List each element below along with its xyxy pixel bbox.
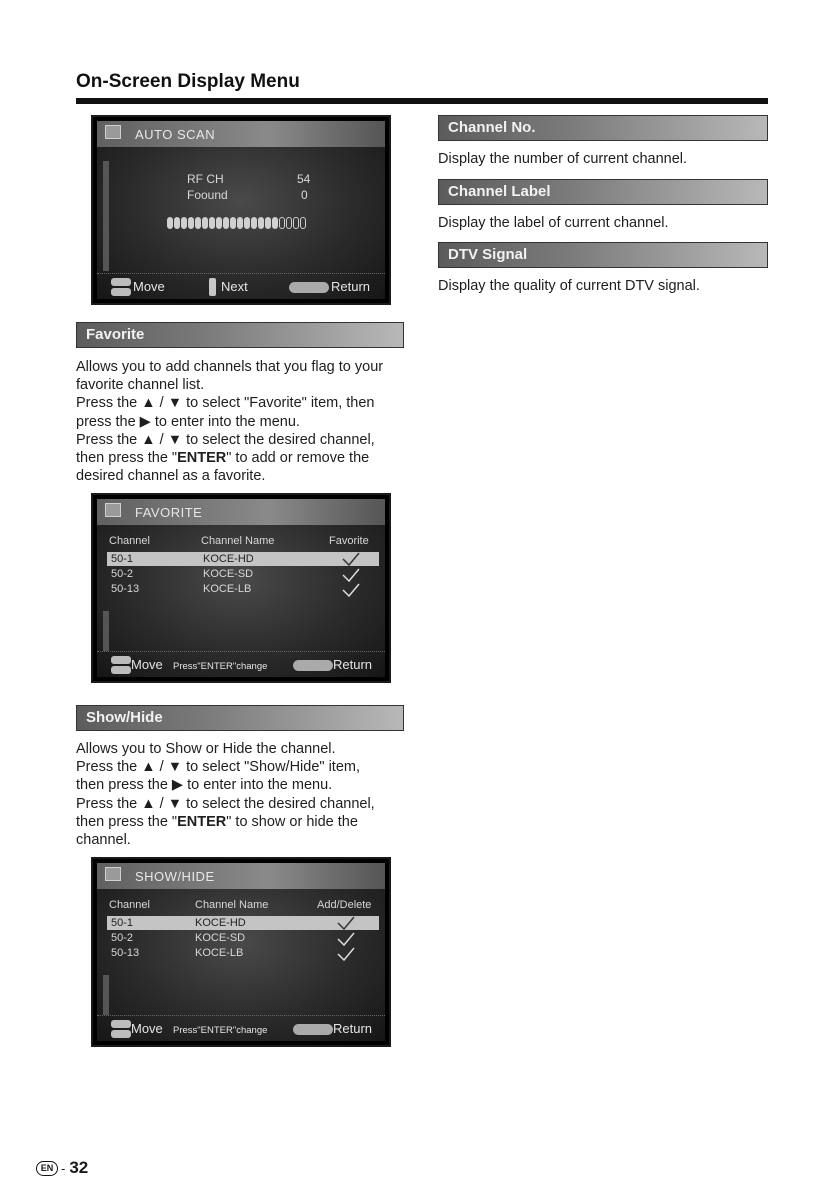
progress-segment (265, 217, 271, 229)
osd-title-bar (97, 499, 385, 525)
osd-title: FAVORITE (135, 505, 203, 520)
footer-move: Move (133, 279, 165, 294)
footer-next: Next (221, 279, 248, 294)
text-line: press the ▶ to enter into the menu. (76, 413, 300, 430)
footer-return: Return (331, 279, 371, 294)
text-line: Allows you to Show or Hide the channel. (76, 741, 336, 757)
showhide-osd (91, 857, 391, 1047)
progress-segment (244, 217, 250, 229)
favorite-description (76, 358, 383, 485)
section-bar-favorite (76, 322, 404, 348)
favorite-osd (91, 493, 391, 683)
text-line (76, 449, 383, 467)
tv-icon (105, 867, 121, 881)
progress-segment (216, 217, 222, 229)
return-button-icon (289, 282, 329, 293)
progress-segment (209, 217, 215, 229)
section-title: Favorite (86, 326, 145, 343)
row-channel: 50-13 (111, 583, 140, 595)
dtv-signal-description: Display the quality of current DTV signal. (438, 278, 700, 294)
page-footer (36, 1158, 88, 1178)
osd-title-bar (97, 121, 385, 147)
check-icon (337, 932, 355, 946)
progress-segment (293, 217, 299, 229)
footer-press-enter: Press"ENTER"change (173, 661, 268, 672)
progress-segment (181, 217, 187, 229)
row-channel: 50-13 (111, 947, 140, 959)
section-title: Channel Label (448, 183, 551, 200)
progress-segment (251, 217, 257, 229)
section-bar-channel-no (438, 115, 768, 141)
osd-title: AUTO SCAN (135, 127, 216, 142)
row-channel: 50-2 (111, 932, 134, 944)
footer-move: Move (131, 1021, 163, 1036)
row-name: KOCE-SD (203, 568, 254, 580)
text-line: Press the ▲ / ▼ to select the desired channel, (76, 431, 375, 448)
column-header-channel: Channel (109, 535, 150, 547)
column-header-add-delete: Add/Delete (317, 899, 372, 911)
osd-side-bar (103, 975, 109, 1015)
text-line: Press the ▲ / ▼ to select "Show/Hide" item, (76, 759, 360, 776)
move-icon (111, 1020, 131, 1038)
footer-press-enter: Press"ENTER"change (173, 1025, 268, 1036)
progress-segment (174, 217, 180, 229)
page-number: 32 (69, 1158, 89, 1177)
language-badge: EN (36, 1161, 58, 1176)
osd-footer (97, 1015, 385, 1041)
footer-return: Return (333, 657, 373, 672)
footer-separator: - (61, 1160, 66, 1176)
return-button-icon (293, 660, 333, 671)
row-channel: 50-1 (111, 553, 134, 565)
osd-screen (97, 499, 385, 677)
text-line: desired channel as a favorite. (76, 468, 266, 485)
row-name: KOCE-SD (195, 932, 246, 944)
progress-segment (223, 217, 229, 229)
osd-screen (97, 121, 385, 299)
row-name: KOCE-LB (203, 583, 252, 595)
tv-icon (105, 125, 121, 139)
section-title: Show/Hide (86, 709, 163, 726)
text-fragment: then press the " (76, 450, 178, 467)
progress-segment (272, 217, 278, 229)
page-heading: On-Screen Display Menu (76, 71, 300, 92)
scan-progress-bar (167, 217, 306, 229)
text-line (76, 813, 375, 831)
progress-segment (188, 217, 194, 229)
progress-segment (195, 217, 201, 229)
progress-segment (279, 217, 285, 229)
row-name: KOCE-HD (203, 553, 254, 565)
auto-scan-osd (91, 115, 391, 305)
heading-rule (76, 98, 768, 104)
row-channel: 50-1 (111, 917, 134, 929)
found-value: 0 (301, 188, 308, 202)
column-header-channel: Channel (109, 899, 150, 911)
column-header-name: Channel Name (195, 899, 269, 911)
text-line: then press the ▶ to enter into the menu. (76, 777, 333, 794)
check-icon (337, 916, 355, 930)
text-line: Press the ▲ / ▼ to select the desired channel, (76, 795, 375, 812)
osd-footer (97, 651, 385, 677)
check-icon (342, 583, 360, 597)
osd-title-bar (97, 863, 385, 889)
section-bar-channel-label (438, 179, 768, 205)
osd-footer (97, 273, 385, 299)
rf-ch-label: RF CH (187, 172, 224, 186)
osd-side-bar (103, 161, 109, 271)
text-fragment: " to add or remove the (226, 450, 370, 467)
row-name: KOCE-LB (195, 947, 244, 959)
column-header-name: Channel Name (201, 535, 275, 547)
text-line: channel. (76, 832, 131, 849)
text-line: Press the ▲ / ▼ to select "Favorite" item, then (76, 395, 375, 412)
text-line: favorite channel list. (76, 377, 205, 394)
column-header-favorite: Favorite (329, 535, 369, 547)
rf-ch-value: 54 (297, 172, 311, 186)
section-title: Channel No. (448, 119, 536, 136)
check-icon (342, 552, 360, 566)
channel-no-description: Display the number of current channel. (438, 151, 688, 167)
showhide-description (76, 740, 375, 849)
osd-title: SHOW/HIDE (135, 869, 215, 884)
progress-segment (167, 217, 173, 229)
progress-segment (258, 217, 264, 229)
progress-segment (230, 217, 236, 229)
found-label: Foound (187, 188, 228, 202)
progress-segment (202, 217, 208, 229)
move-icon (111, 278, 131, 296)
footer-move: Move (131, 657, 163, 672)
channel-label-description: Display the label of current channel. (438, 215, 669, 231)
check-icon (337, 947, 355, 961)
section-bar-dtv-signal (438, 242, 768, 268)
section-title: DTV Signal (448, 246, 528, 263)
tv-icon (105, 503, 121, 517)
progress-segment (300, 217, 306, 229)
section-bar-showhide (76, 705, 404, 731)
text-fragment: then press the " (76, 813, 178, 830)
osd-screen (97, 863, 385, 1041)
enter-key-label: ENTER (177, 450, 227, 467)
check-icon (342, 568, 360, 582)
next-icon (209, 278, 216, 296)
row-channel: 50-2 (111, 568, 134, 580)
text-fragment: " to show or hide the (226, 813, 358, 830)
move-icon (111, 656, 131, 674)
progress-segment (237, 217, 243, 229)
footer-return: Return (333, 1021, 373, 1036)
enter-key-label: ENTER (177, 813, 227, 830)
return-button-icon (293, 1024, 333, 1035)
text-line: Allows you to add channels that you flag to your (76, 359, 384, 375)
progress-segment (286, 217, 292, 229)
row-name: KOCE-HD (195, 917, 246, 929)
osd-side-bar (103, 611, 109, 651)
